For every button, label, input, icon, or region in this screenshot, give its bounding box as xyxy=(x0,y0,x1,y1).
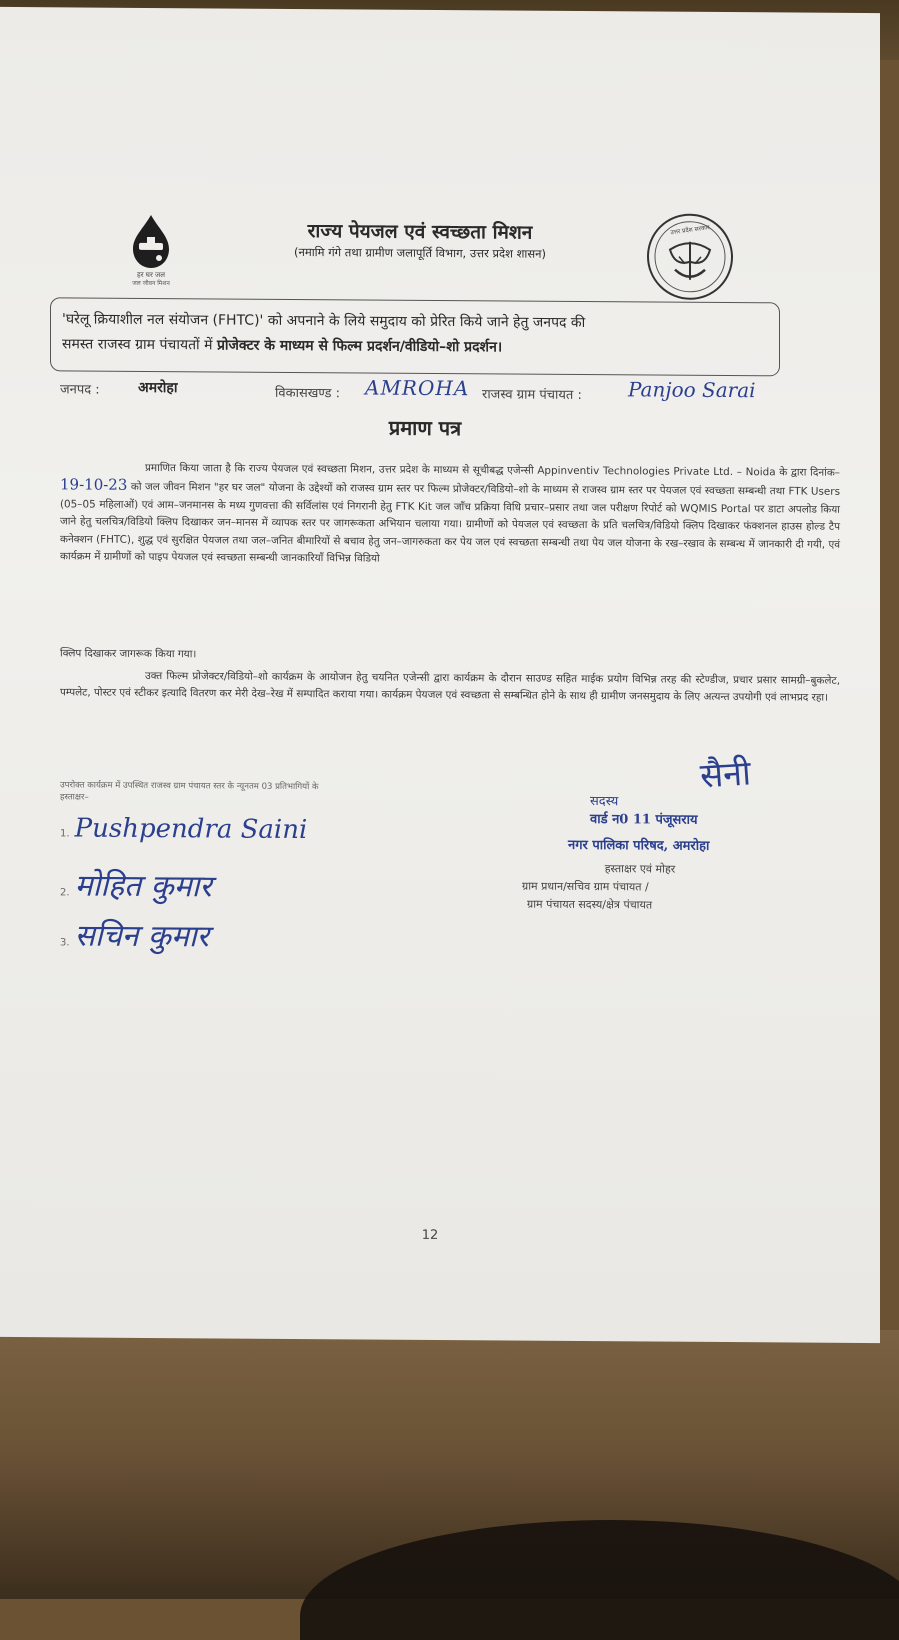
participant-number: 1. xyxy=(60,828,70,840)
participant-name-handwritten: सचिन कुमार xyxy=(74,918,209,955)
paragraph-1-after-date: को जल जीवन मिशन "हर घर जल" योजना के उद्देश्यों को राजस्व ग्राम स्तर पर फिल्म प्रोजेक्टर/विडियो–शो के माध्यम से राजस्व ग्राम स्तर पर पेयजल एवं स्वच्छता सम्बन्धी तथा FTK Users (05–05 महिलाओं) एवं आम–जनमानस के मध्य गुणवत्ता की सर्विलांस एवं निगरानी हेतु FTK Kit जल जाँच प्रक्रिया विधि प्रचार–प्रसार तथा जल परीक्षण रिपोर्ट को WQMIS Portal पर डाटा अपलोड किया जाने हेतु चलचित्र/विडियो क्लिप दिखाकर जन–मानस में व्यापक स्तर पर जागरूकता अभियान चलाया गया। ग्रामीणों को पेयजल एवं स्वच्छता के प्रति चलचित्र/विडियो क्लिप दिखाकर फंक्शनल हाउस होल्ड टैप कनेक्शन (FHTC), शुद्ध एवं सुरक्षित पेयजल तथा जल–जनित बीमारियों से बचाव हेतु जन–जागरुकता कर पेय जल एवं स्वच्छता सम्बन्धी तथा पेय जल योजना के रख–रखाव के सम्बन्ध में जानकारी दी गयी, एवं कार्यक्रम में ग्रामीणों को पाइप पेयजल एवं स्वच्छता सम्बन्धी जानकारियाँ विभिन्न विडियो xyxy=(60,481,840,565)
logo-caption-2: जल जीवन मिशन xyxy=(132,279,170,288)
gram-panchayat-label: राजस्व ग्राम पंचायत : xyxy=(482,387,582,403)
signatory-designation-2: ग्राम पंचायत सदस्य/क्षेत्र पंचायत xyxy=(527,897,653,912)
program-banner-text xyxy=(62,307,767,362)
banner-line-2-plain: समस्त राजस्व ग्राम पंचायतों में xyxy=(62,336,217,354)
block-value-handwritten: AMROHA xyxy=(365,375,470,401)
participant-name-handwritten: मोहित कुमार xyxy=(74,868,212,905)
district-label: जनपद : xyxy=(60,382,100,398)
up-govt-emblem xyxy=(645,211,735,302)
sign-and-seal-label: हस्ताक्षर एवं मोहर xyxy=(604,862,676,876)
page-number: 12 xyxy=(421,1227,439,1243)
district-value: अमरोहा xyxy=(138,379,178,397)
banner-line-2 xyxy=(62,332,767,362)
participant-row-1 xyxy=(60,813,307,845)
date-value-handwritten: 19-10-23 xyxy=(60,475,128,495)
participants-intro-line-1: उपरोक्त कार्यक्रम में उपस्थित राजस्व ग्राम पंचायत स्तर के न्यूनतम 03 प्रतिभागियों के xyxy=(60,780,319,793)
participant-number: 3. xyxy=(60,937,70,949)
har-ghar-jal-logo xyxy=(115,213,187,294)
document-page xyxy=(0,7,880,1343)
emblem-text: उत्तर प्रदेश सरकार xyxy=(670,224,711,237)
certificate-paragraph-1 xyxy=(60,459,840,571)
water-drop-tap-icon xyxy=(115,213,187,272)
stamp-line-2: वार्ड न0 11 पंजूसराय xyxy=(590,812,698,828)
member-stamp xyxy=(590,791,790,828)
stamp-line-1: सदस्य xyxy=(590,794,619,810)
participant-row-2 xyxy=(60,863,212,905)
signatory-designation-1: ग्राम प्रधान/सचिव ग्राम पंचायत / xyxy=(522,879,649,894)
mission-subtitle: (नमामि गंगे तथा ग्रामीण जलापूर्ति विभाग, उत्तर प्रदेश शासन) xyxy=(293,244,547,261)
participant-number: 2. xyxy=(60,887,70,899)
paragraph-1-before-date: प्रमाणित किया जाता है कि राज्य पेयजल एवं स्वच्छता मिशन, उत्तर प्रदेश के माध्यम से सूचीबद्ध एजेन्सी Appinventiv Technologies Private Ltd. – Noida के द्वारा दिनांक– xyxy=(145,461,840,479)
participants-intro xyxy=(60,779,490,806)
paragraph-1-continuation: क्लिप दिखाकर जागरूक किया गया। xyxy=(60,647,197,661)
participant-row-3 xyxy=(60,913,209,955)
signatory-signature: सैनी xyxy=(698,753,753,797)
participant-name-handwritten: Pushpendra Saini xyxy=(74,813,308,846)
stamp-line-3: नगर पालिका परिषद, अमरोहा xyxy=(568,837,710,854)
gram-panchayat-value-handwritten: Panjoo Sarai xyxy=(628,377,756,403)
banner-line-2-bold: प्रोजेक्टर के माध्यम से फिल्म प्रदर्शन/वीडियो–शो प्रदर्शन। xyxy=(216,337,503,356)
logo-caption-1: हर घर जल xyxy=(137,270,165,280)
block-label: विकासखण्ड : xyxy=(275,385,341,402)
mission-title: राज्य पेयजल एवं स्वच्छता मिशन xyxy=(307,220,533,244)
banner-line-1: 'घरेलू क्रियाशील नल संयोजन (FHTC)' को अपनाने के लिये समुदाय को प्रेरित किये जाने हेतु जनपद की xyxy=(62,311,586,332)
certificate-paragraph-2: उक्त फिल्म प्रोजेक्टर/विडियो–शो कार्यक्रम के आयोजन हेतु चयनित एजेन्सी द्वारा कार्यक्रम के दौरान साउण्ड सहित माईक प्रयोग विभिन्न तरह की स्टेण्डीज, प्रचार प्रसार सामग्री–बुकलेट, पम्पलेट, पोस्टर एवं स्टीकर इत्यादि वितरण कर मेरी देख–रेख में सम्पादित कराया गया। कार्यक्रम पेयजल एवं स्वच्छता से सम्बन्धित होने के साथ ही ग्रामीण जनसमुदाय के लिए अत्यन्त उपयोगी एवं लाभप्रद रहा। xyxy=(60,669,840,705)
certificate-title: प्रमाण पत्र xyxy=(388,415,462,441)
participants-intro-line-2: हस्ताक्षर– xyxy=(60,792,89,803)
